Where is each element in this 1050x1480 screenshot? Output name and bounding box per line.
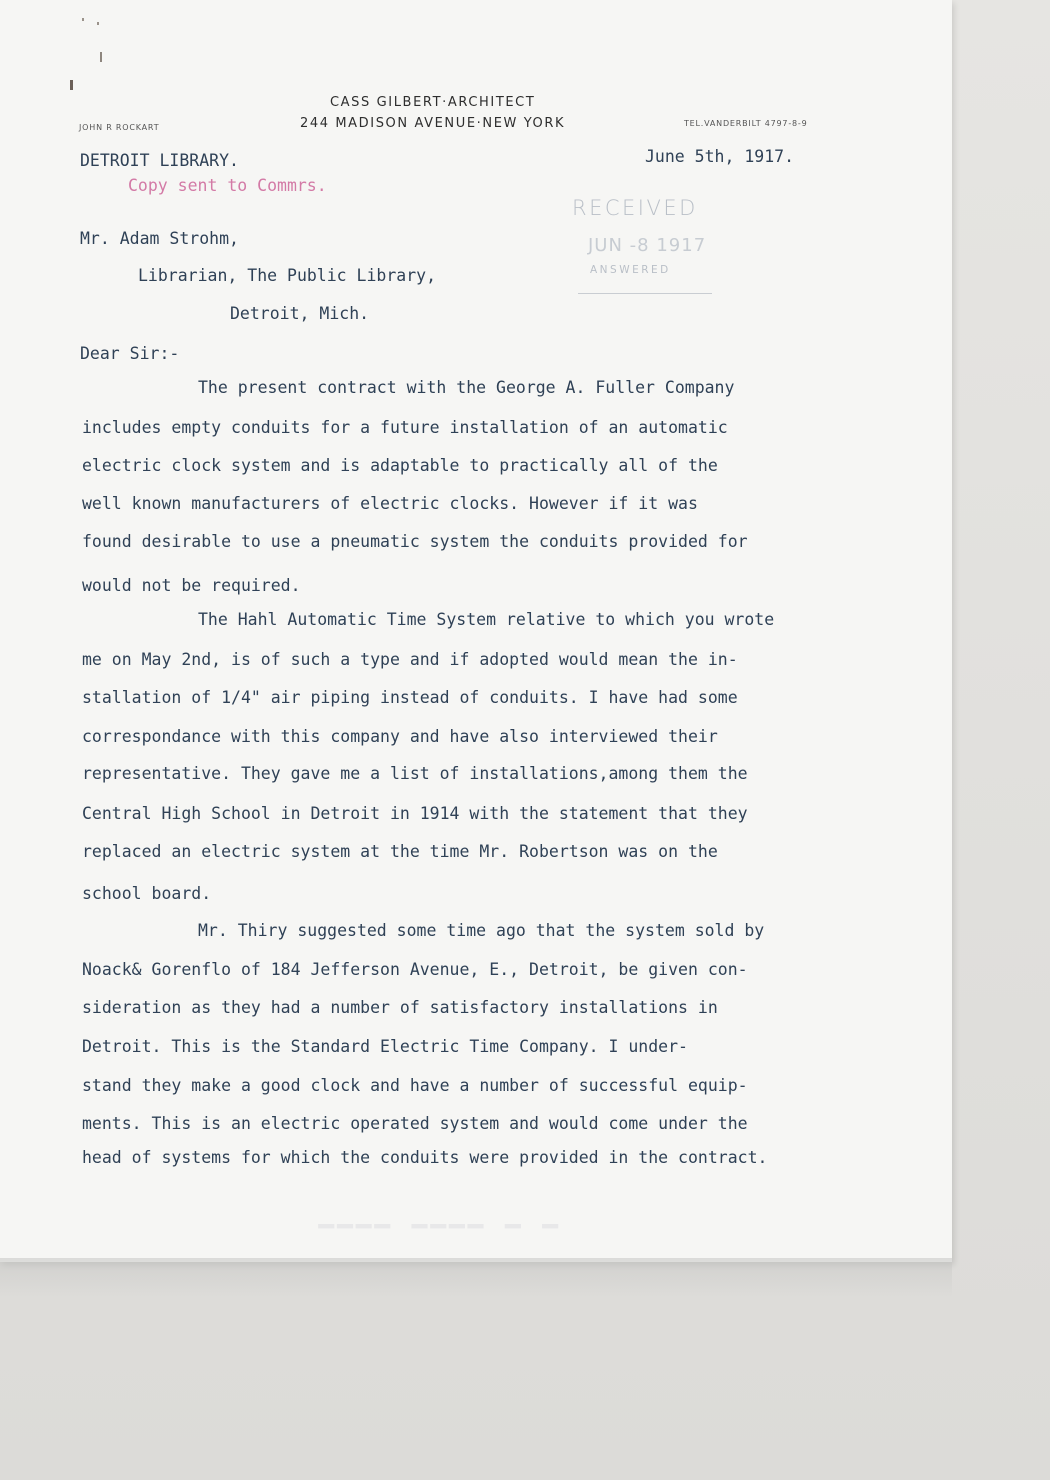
body-line: includes empty conduits for a future installation of an automatic: [82, 418, 728, 437]
received-stamp-date: JUN -8 1917: [588, 235, 707, 256]
recipient-title: Librarian, The Public Library,: [138, 266, 437, 285]
body-line: me on May 2nd, is of such a type and if adopted would mean the in-: [82, 650, 738, 669]
body-line: Detroit. This is the Standard Electric Time Company. I under-: [82, 1037, 688, 1056]
body-line: stallation of 1/4" air piping instead of conduits. I have had some: [82, 688, 738, 707]
body-line: The Hahl Automatic Time System relative to which you wrote: [198, 610, 775, 629]
received-stamp: RECEIVED: [572, 196, 698, 220]
body-line: head of systems for which the conduits were provided in the contract.: [82, 1148, 768, 1167]
body-line: school board.: [82, 884, 212, 903]
salutation: Dear Sir:-: [80, 344, 180, 363]
body-line: Central High School in Detroit in 1914 with the statement that they: [82, 804, 748, 823]
body-line: Noack& Gorenflo of 184 Jefferson Avenue, E., Detroit, be given con-: [82, 960, 748, 979]
staple-mark-3: [97, 22, 99, 25]
letterhead-address: 244 MADISON AVENUE·NEW YORK: [300, 116, 566, 131]
body-line: electric clock system and is adaptable to practically all of the: [82, 456, 718, 475]
answered-stamp: ANSWERED: [590, 264, 671, 276]
letter-date: June 5th, 1917.: [645, 147, 795, 166]
body-line: correspondance with this company and have also interviewed their: [82, 727, 718, 746]
subject-line: DETROIT LIBRARY.: [80, 151, 239, 170]
body-line: found desirable to use a pneumatic system the conduits provided for: [82, 532, 748, 551]
body-line: The present contract with the George A. Fuller Company: [198, 378, 735, 397]
staple-mark-1: [70, 80, 73, 90]
copy-note: Copy sent to Commrs.: [128, 176, 327, 195]
body-line: well known manufacturers of electric clocks. However if it was: [82, 494, 698, 513]
recipient-name: Mr. Adam Strohm,: [80, 229, 239, 248]
body-line: sideration as they had a number of satisfactory installations in: [82, 998, 718, 1017]
bleed-through-ghost: ━ ━ ━━━━ ━━━━: [315, 1212, 558, 1242]
body-line: Mr. Thiry suggested some time ago that the system sold by: [198, 921, 765, 940]
staple-mark-2: [82, 18, 84, 21]
letterhead-firm: CASS GILBERT·ARCHITECT: [330, 95, 536, 110]
stamp-rule: [578, 293, 712, 294]
page-curl-shadow: [0, 1258, 952, 1298]
body-line: ments. This is an electric operated system and would come under the: [82, 1114, 748, 1133]
staple-mark-4: [100, 52, 102, 62]
recipient-city: Detroit, Mich.: [230, 304, 370, 323]
body-line: replaced an electric system at the time Mr. Robertson was on the: [82, 842, 718, 861]
body-line: stand they make a good clock and have a number of successful equip-: [82, 1076, 748, 1095]
body-line: representative. They gave me a list of installations,among them the: [82, 764, 748, 783]
letterhead-telephone: TEL.VANDERBILT 4797-8-9: [684, 119, 808, 128]
letterhead-left-name: JOHN R ROCKART: [79, 123, 160, 132]
body-line: would not be required.: [82, 576, 301, 595]
